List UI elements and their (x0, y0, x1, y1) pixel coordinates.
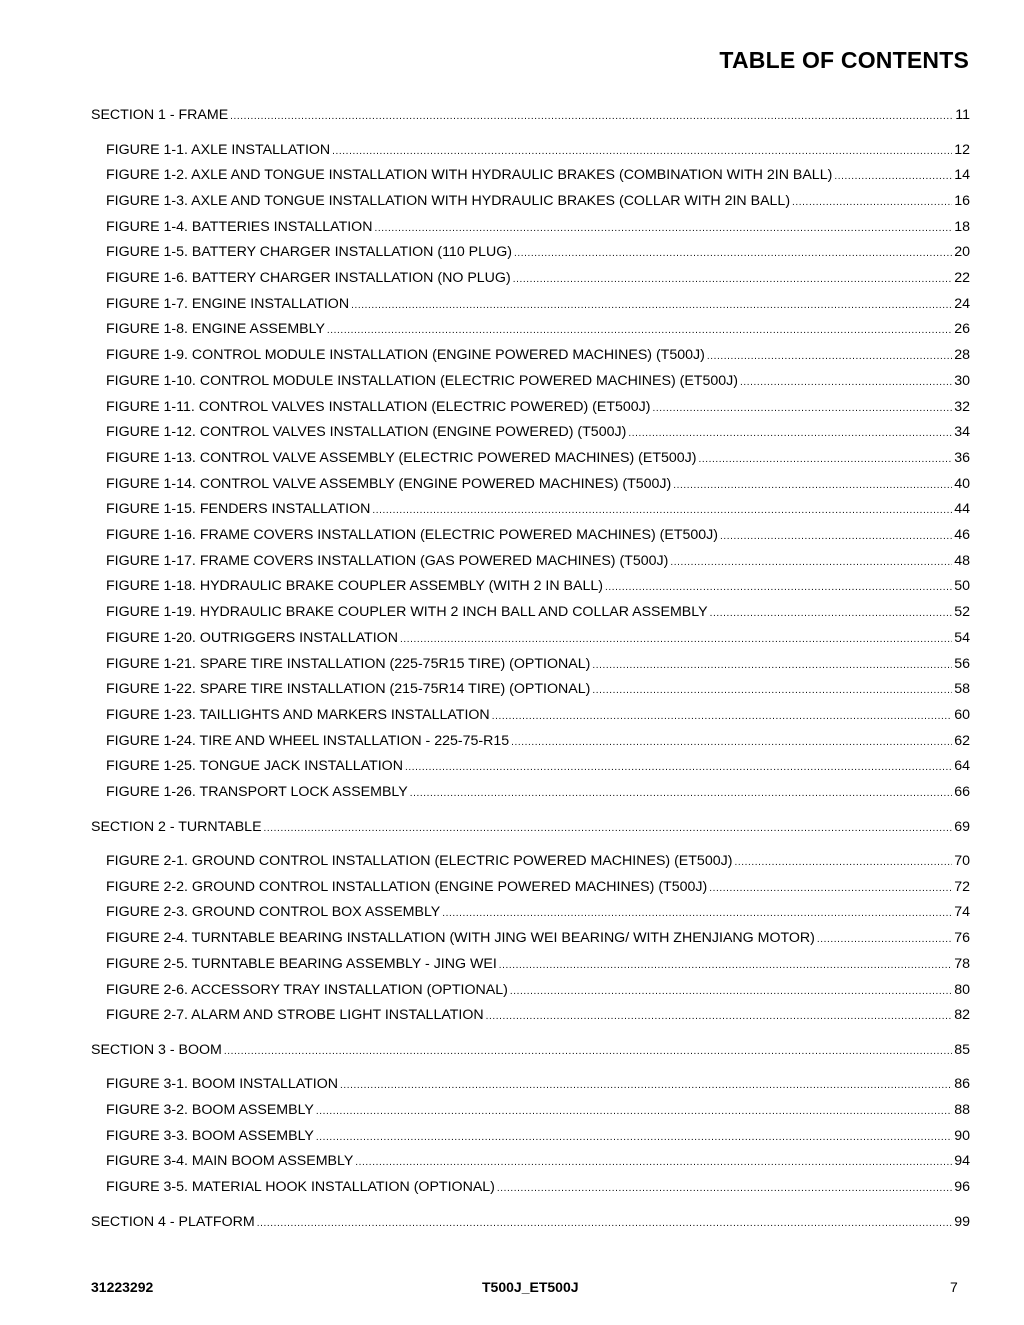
toc-entry-label: FIGURE 1-11. CONTROL VALVES INSTALLATION (ELECTRIC POWERED) (ET500J) (106, 398, 651, 415)
toc-figure-entry[interactable] (106, 243, 970, 263)
toc-figure-entry[interactable] (106, 398, 970, 418)
toc-entry-page-number: 72 (954, 878, 970, 895)
toc-entry-page-number: 60 (954, 706, 970, 723)
toc-figure-entry[interactable] (106, 1127, 970, 1147)
toc-entry-label: FIGURE 1-7. ENGINE INSTALLATION (106, 295, 350, 312)
toc-entry-label: SECTION 3 - BOOM (91, 1041, 222, 1058)
toc-entry-page-number: 80 (954, 981, 970, 998)
toc-figure-entry[interactable] (106, 655, 970, 675)
toc-entry-page-number: 96 (954, 1179, 970, 1195)
toc-figure-entry[interactable] (106, 192, 970, 212)
footer-model: T500J_ET500J (482, 1279, 579, 1295)
toc-entry-label: FIGURE 1-9. CONTROL MODULE INSTALLATION (ENGINE POWERED MACHINES) (T500J) (106, 347, 705, 364)
toc-dot-leader (492, 708, 952, 726)
toc-entry-page-number: 76 (954, 930, 970, 947)
toc-figure-entry[interactable] (106, 757, 970, 777)
toc-section-entry[interactable] (91, 106, 970, 126)
toc-dot-leader (372, 502, 952, 520)
toc-dot-leader (652, 400, 952, 418)
toc-dot-leader (351, 297, 952, 315)
toc-entry-label: FIGURE 1-1. AXLE INSTALLATION (106, 141, 331, 158)
toc-figure-entry[interactable] (106, 577, 970, 597)
toc-figure-entry[interactable] (106, 449, 970, 469)
toc-figure-entry[interactable] (106, 552, 970, 572)
toc-entry-label: FIGURE 2-6. ACCESSORY TRAY INSTALLATION (OPTIONAL) (106, 981, 508, 998)
toc-dot-leader (514, 245, 952, 263)
toc-figure-entry[interactable] (106, 346, 970, 366)
toc-figure-entry[interactable] (106, 1101, 970, 1121)
toc-figure-entry[interactable] (106, 603, 970, 623)
toc-entry-page-number: 46 (954, 527, 970, 543)
toc-dot-leader (592, 682, 952, 700)
toc-entry-page-number: 24 (954, 295, 970, 312)
toc-figure-entry[interactable] (106, 320, 970, 340)
toc-figure-entry[interactable] (106, 269, 970, 289)
toc-entry-page-number: 48 (954, 552, 970, 569)
toc-entry-page-number: 20 (954, 244, 970, 261)
toc-entry-page-number: 18 (954, 218, 970, 235)
toc-entry-label: FIGURE 2-7. ALARM AND STROBE LIGHT INSTALLATION (106, 1007, 484, 1024)
toc-figure-entry[interactable] (106, 680, 970, 700)
toc-figure-entry[interactable] (106, 706, 970, 726)
toc-entry-page-number: 94 (954, 1153, 970, 1170)
toc-dot-leader (698, 451, 952, 469)
toc-entry-label: FIGURE 1-17. FRAME COVERS INSTALLATION (GAS POWERED MACHINES) (T500J) (106, 552, 669, 569)
toc-dot-leader (710, 605, 952, 623)
toc-entry-label: FIGURE 1-21. SPARE TIRE INSTALLATION (225-75R15 TIRE) (OPTIONAL) (106, 655, 591, 672)
toc-dot-leader (592, 657, 952, 675)
toc-entry-label: FIGURE 1-5. BATTERY CHARGER INSTALLATION (110 PLUG) (106, 244, 513, 261)
toc-entry-page-number: 69 (954, 818, 970, 835)
toc-entry-label: FIGURE 2-5. TURNTABLE BEARING ASSEMBLY - JING WEI (106, 955, 497, 972)
toc-dot-leader (707, 348, 952, 366)
toc-entry-label: FIGURE 1-8. ENGINE ASSEMBLY (106, 321, 325, 338)
toc-entry-label: SECTION 1 - FRAME (91, 107, 229, 123)
toc-entry-page-number: 40 (954, 475, 970, 492)
toc-entry-page-number: 54 (954, 629, 970, 646)
toc-entry-label: FIGURE 1-2. AXLE AND TONGUE INSTALLATION WITH HYDRAULIC BRAKES (COMBINATION WITH 2IN BALL) (106, 167, 833, 184)
toc-entry-page-number: 22 (954, 270, 970, 286)
toc-figure-entry[interactable] (106, 903, 970, 923)
toc-entry-label: FIGURE 1-14. CONTROL VALVE ASSEMBLY (ENGINE POWERED MACHINES) (T500J) (106, 475, 672, 492)
toc-entry-label: FIGURE 1-4. BATTERIES INSTALLATION (106, 218, 373, 235)
footer-page-number: 7 (950, 1279, 958, 1295)
toc-figure-entry[interactable] (106, 1152, 970, 1172)
toc-entry-label: FIGURE 1-24. TIRE AND WHEEL INSTALLATION - 225-75-R15 (106, 732, 510, 749)
toc-figure-entry[interactable] (106, 500, 970, 520)
toc-dot-leader (230, 108, 952, 126)
toc-entry-page-number: 90 (954, 1127, 970, 1144)
toc-dot-leader (834, 168, 952, 186)
footer-document-number: 31223292 (91, 1279, 154, 1295)
toc-entry-label: FIGURE 2-4. TURNTABLE BEARING INSTALLATION (WITH JING WEI BEARING/ WITH ZHENJIANG MOTOR) (106, 930, 815, 947)
toc-dot-leader (709, 880, 952, 898)
toc-section-entry[interactable] (91, 818, 970, 838)
toc-figure-entry[interactable] (106, 955, 970, 975)
toc-figure-entry[interactable] (106, 732, 970, 752)
toc-figure-entry[interactable] (106, 783, 970, 803)
toc-dot-leader (513, 271, 952, 289)
toc-entry-page-number: 86 (954, 1076, 970, 1093)
toc-dot-leader (792, 194, 952, 212)
toc-figure-entry[interactable] (106, 1075, 970, 1095)
toc-entry-label: FIGURE 2-1. GROUND CONTROL INSTALLATION (ELECTRIC POWERED MACHINES) (ET500J) (106, 853, 733, 869)
toc-entry-page-number: 44 (954, 501, 970, 518)
toc-entry-label: FIGURE 3-5. MATERIAL HOOK INSTALLATION (OPTIONAL) (106, 1179, 495, 1195)
toc-dot-leader (720, 528, 952, 546)
toc-dot-leader (264, 820, 952, 838)
toc-entry-label: SECTION 4 - PLATFORM (91, 1213, 255, 1230)
toc-entry-page-number: 28 (954, 347, 970, 364)
toc-figure-entry[interactable] (106, 852, 970, 872)
toc-entry-page-number: 74 (954, 904, 970, 921)
toc-entry-page-number: 85 (954, 1041, 970, 1058)
toc-figure-entry[interactable] (106, 981, 970, 1001)
toc-dot-leader (511, 734, 952, 752)
toc-entry-label: FIGURE 1-25. TONGUE JACK INSTALLATION (106, 758, 403, 775)
toc-dot-leader (605, 579, 952, 597)
toc-entry-label: FIGURE 1-22. SPARE TIRE INSTALLATION (215-75R14 TIRE) (OPTIONAL) (106, 681, 591, 698)
toc-entry-label: FIGURE 1-15. FENDERS INSTALLATION (106, 501, 371, 518)
toc-entry-label: FIGURE 1-18. HYDRAULIC BRAKE COUPLER ASSEMBLY (WITH 2 IN BALL) (106, 578, 603, 595)
toc-entry-page-number: 30 (954, 372, 970, 389)
toc-figure-entry[interactable] (106, 929, 970, 949)
toc-figure-entry[interactable] (106, 878, 970, 898)
toc-dot-leader (327, 322, 952, 340)
toc-entry-label: FIGURE 2-3. GROUND CONTROL BOX ASSEMBLY (106, 904, 441, 921)
toc-entry-label: SECTION 2 - TURNTABLE (91, 818, 262, 835)
toc-entry-label: FIGURE 1-16. FRAME COVERS INSTALLATION (ELECTRIC POWERED MACHINES) (ET500J) (106, 527, 718, 543)
toc-dot-leader (257, 1215, 952, 1233)
toc-entry-page-number: 14 (954, 167, 970, 184)
toc-entry-page-number: 26 (954, 321, 970, 338)
toc-figure-entry[interactable] (106, 1178, 970, 1198)
toc-entry-page-number: 52 (954, 604, 970, 621)
toc-figure-entry[interactable] (106, 295, 970, 315)
toc-entry-label: FIGURE 1-23. TAILLIGHTS AND MARKERS INSTALLATION (106, 706, 490, 723)
toc-entry-page-number: 34 (954, 424, 970, 441)
toc-entry-label: FIGURE 1-19. HYDRAULIC BRAKE COUPLER WITH 2 INCH BALL AND COLLAR ASSEMBLY (106, 604, 708, 621)
toc-dot-leader (355, 1154, 952, 1172)
toc-dot-leader (410, 785, 952, 803)
toc-figure-entry[interactable] (106, 372, 970, 392)
toc-entry-label: FIGURE 1-26. TRANSPORT LOCK ASSEMBLY (106, 784, 408, 800)
toc-dot-leader (486, 1008, 952, 1026)
toc-entry-label: FIGURE 1-12. CONTROL VALVES INSTALLATION (ENGINE POWERED) (T500J) (106, 424, 627, 441)
toc-entry-page-number: 11 (955, 107, 970, 123)
toc-dot-leader (499, 957, 952, 975)
toc-dot-leader (405, 759, 952, 777)
page-title: TABLE OF CONTENTS (719, 47, 969, 73)
toc-dot-leader (316, 1129, 952, 1147)
toc-dot-leader (628, 425, 952, 443)
toc-entry-label: FIGURE 2-2. GROUND CONTROL INSTALLATION (ENGINE POWERED MACHINES) (T500J) (106, 878, 708, 895)
toc-figure-entry[interactable] (106, 475, 970, 495)
toc-entry-label: FIGURE 3-2. BOOM ASSEMBLY (106, 1101, 314, 1118)
toc-figure-entry[interactable] (106, 629, 970, 649)
toc-entry-page-number: 78 (954, 955, 970, 972)
toc-figure-entry[interactable] (106, 166, 970, 186)
toc-entry-page-number: 36 (954, 449, 970, 466)
toc-dot-leader (497, 1180, 952, 1198)
toc-dot-leader (442, 905, 952, 923)
toc-entry-page-number: 62 (954, 732, 970, 749)
toc-entry-page-number: 66 (954, 784, 970, 800)
toc-entry-label: FIGURE 1-3. AXLE AND TONGUE INSTALLATION WITH HYDRAULIC BRAKES (COLLAR WITH 2IN BALL) (106, 192, 791, 209)
toc-dot-leader (670, 554, 952, 572)
toc-entry-page-number: 70 (954, 853, 970, 869)
toc-dot-leader (374, 220, 952, 238)
toc-dot-leader (740, 374, 952, 392)
toc-entry-label: FIGURE 1-6. BATTERY CHARGER INSTALLATION (NO PLUG) (106, 270, 511, 286)
toc-entry-page-number: 99 (954, 1213, 970, 1230)
toc-dot-leader (332, 143, 952, 161)
toc-entry-page-number: 56 (954, 655, 970, 672)
toc-entry-label: FIGURE 3-4. MAIN BOOM ASSEMBLY (106, 1153, 354, 1170)
toc-dot-leader (340, 1077, 952, 1095)
toc-entry-page-number: 58 (954, 681, 970, 698)
toc-entry-label: FIGURE 1-10. CONTROL MODULE INSTALLATION (ELECTRIC POWERED MACHINES) (ET500J) (106, 372, 738, 389)
toc-entry-page-number: 32 (954, 398, 970, 415)
toc-dot-leader (734, 854, 952, 872)
toc-entry-label: FIGURE 3-3. BOOM ASSEMBLY (106, 1127, 314, 1144)
toc-dot-leader (224, 1043, 952, 1061)
toc-entry-page-number: 12 (954, 141, 970, 158)
toc-entry-label: FIGURE 1-20. OUTRIGGERS INSTALLATION (106, 629, 398, 646)
toc-entry-page-number: 16 (954, 192, 970, 209)
toc-figure-entry[interactable] (106, 423, 970, 443)
toc-dot-leader (673, 477, 952, 495)
toc-dot-leader (316, 1103, 952, 1121)
toc-section-entry[interactable] (91, 1041, 970, 1061)
toc-dot-leader (400, 631, 952, 649)
toc-entry-page-number: 50 (954, 578, 970, 595)
toc-entry-label: FIGURE 3-1. BOOM INSTALLATION (106, 1076, 339, 1093)
toc-entry-page-number: 88 (954, 1101, 970, 1118)
toc-section-entry[interactable] (91, 1213, 970, 1233)
toc-dot-leader (510, 983, 952, 1001)
toc-entry-label: FIGURE 1-13. CONTROL VALVE ASSEMBLY (ELECTRIC POWERED MACHINES) (ET500J) (106, 449, 697, 466)
toc-dot-leader (817, 931, 952, 949)
toc-figure-entry[interactable] (106, 141, 970, 161)
toc-figure-entry[interactable] (106, 218, 970, 238)
toc-figure-entry[interactable] (106, 526, 970, 546)
toc-figure-entry[interactable] (106, 1006, 970, 1026)
toc-entry-page-number: 64 (954, 758, 970, 775)
toc-entry-page-number: 82 (954, 1007, 970, 1024)
